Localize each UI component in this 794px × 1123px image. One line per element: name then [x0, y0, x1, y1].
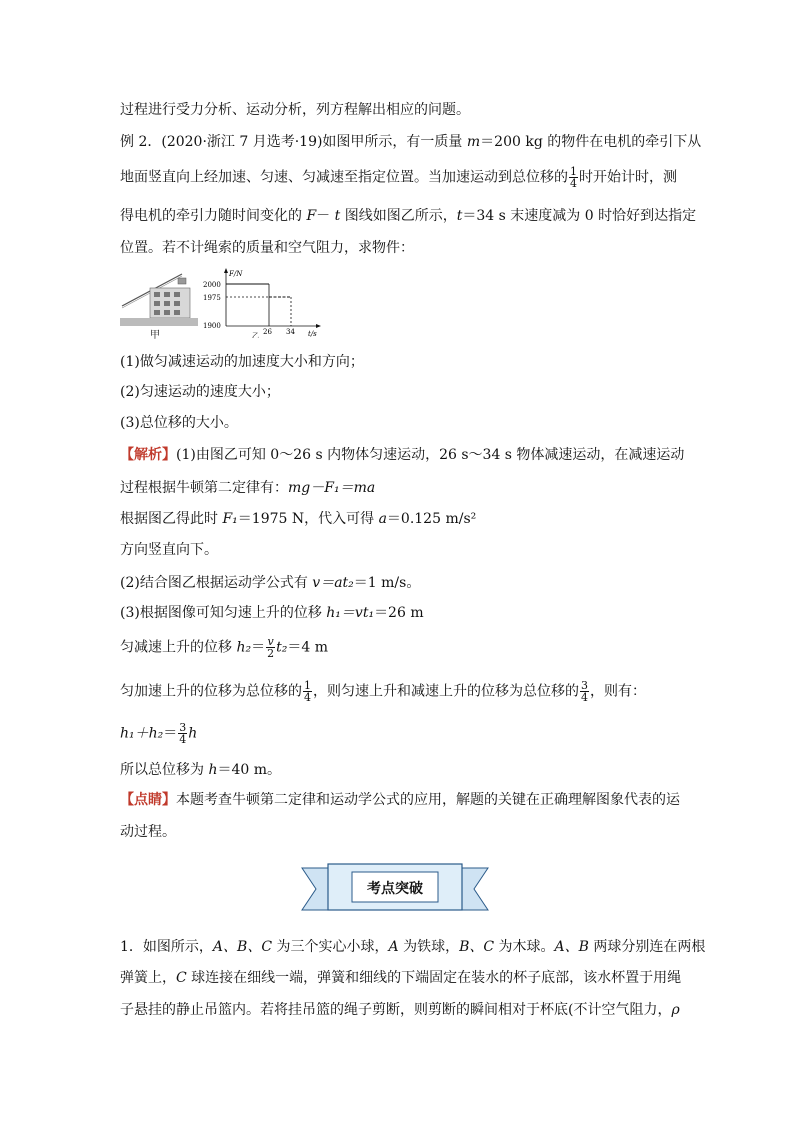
fraction: $\frac{3}{4}$ [581, 679, 588, 704]
problem-1-line: 弹簧上，C 球连接在细线一端，弹簧和细线的下端固定在装水的杯子底部，该水杯置于用绳 [120, 970, 682, 986]
text-line: 过程进行受力分析、运动分析，列方程解出相应的问题。 [120, 102, 470, 118]
x-axis-label: t/s [308, 330, 317, 338]
figure-yi-label: 乙 [252, 332, 259, 338]
solution-line: 根据图乙得此时 F₁＝1975 N，代入可得 a＝0.125 m/s² [120, 511, 477, 527]
solution-line: 匀加速上升的位移为总位移的 $\frac{1}{4}$ ，则匀速上升和减速上升的位移为总位移的 $\frac{3}{4}$ ，则有： [120, 679, 646, 704]
crane-photo-figure [120, 268, 198, 326]
y-axis-label: F/N [229, 270, 243, 278]
solution-line: h₁＋h₂＝ $\frac{3}{4}$ h [120, 721, 198, 746]
force-time-graph [200, 266, 330, 338]
text-line: 得电机的牵引力随时间变化的 F－ t 图线如图乙所示，t＝34 s 末速度减为 0 时恰好到达指定 [120, 208, 697, 224]
jiexi-label: 【解析】 [120, 447, 176, 463]
x-tick-34: 34 [286, 328, 295, 336]
solution-line: 【解析】(1)由图乙可知 0～26 s 内物体匀速运动，26 s～34 s 物体减速运动，在减速运动 [120, 447, 685, 463]
question-3: (3)总位移的大小。 [120, 415, 238, 431]
solution-line: (3)根据图像可知匀速上升的位移 h₁＝vt₁＝26 m [120, 605, 424, 621]
tip-line: 【点睛】本题考查牛顿第二定律和运动学公式的应用，解题的关键在正确理解图象代表的运 [120, 792, 680, 808]
text-line: 位置。若不计绳索的质量和空气阻力，求物件： [120, 240, 414, 256]
y-axis-arrow [224, 268, 228, 273]
fraction: $\frac{1}{4}$ [570, 165, 577, 190]
section-banner [300, 862, 490, 916]
x-axis-arrow [316, 324, 321, 328]
y-tick-1975: 1975 [203, 294, 221, 302]
fraction: $\frac{v}{2}$ [267, 635, 275, 660]
solution-line: 所以总位移为 h＝40 m。 [120, 762, 282, 778]
figure-jia-label: 甲 [150, 330, 160, 341]
y-tick-2000: 2000 [203, 281, 221, 289]
solution-line: (2)结合图乙根据运动学公式有 v＝at₂＝1 m/s。 [120, 575, 421, 591]
y-tick-1900: 1900 [203, 322, 221, 330]
solution-line: 方向竖直向下。 [120, 542, 218, 558]
example-2-line: 例 2．(2020·浙江 7 月选考·19)如图甲所示，有一质量 m＝200 kg 的物件在电机的牵引下从 [120, 134, 702, 150]
dianjing-label: 【点睛】 [120, 792, 176, 808]
question-1: (1)做匀减速运动的加速度大小和方向； [120, 354, 364, 370]
question-2: (2)匀速运动的速度大小； [120, 384, 280, 400]
fraction: $\frac{3}{4}$ [179, 721, 187, 746]
problem-1-line: 子悬挂的静止吊篮内。若将挂吊篮的绳子剪断，则剪断的瞬间相对于杯底(不计空气阻力，ρ [120, 1002, 680, 1018]
banner-title: 考点突破 [367, 881, 423, 897]
solution-line: 过程根据牛顿第二定律有：mg－F₁＝ma [120, 480, 376, 496]
text-line: 地面竖直向上经加速、匀速、匀减速至指定位置。当加速运动到总位移的 $\frac{1}{4}$ 时开始计时，测 [120, 165, 677, 190]
fraction: $\frac{1}{4}$ [304, 679, 311, 704]
solution-line: 匀减速上升的位移 h₂＝ $\frac{v}{2}$ t₂＝4 m [120, 635, 328, 660]
x-tick-26: 26 [263, 328, 272, 336]
tip-line: 动过程。 [120, 824, 176, 840]
problem-1-line: 1．如图所示，A、B、C 为三个实心小球，A 为铁球，B、C 为木球。A、B 两球分别连在两根 [120, 939, 706, 955]
